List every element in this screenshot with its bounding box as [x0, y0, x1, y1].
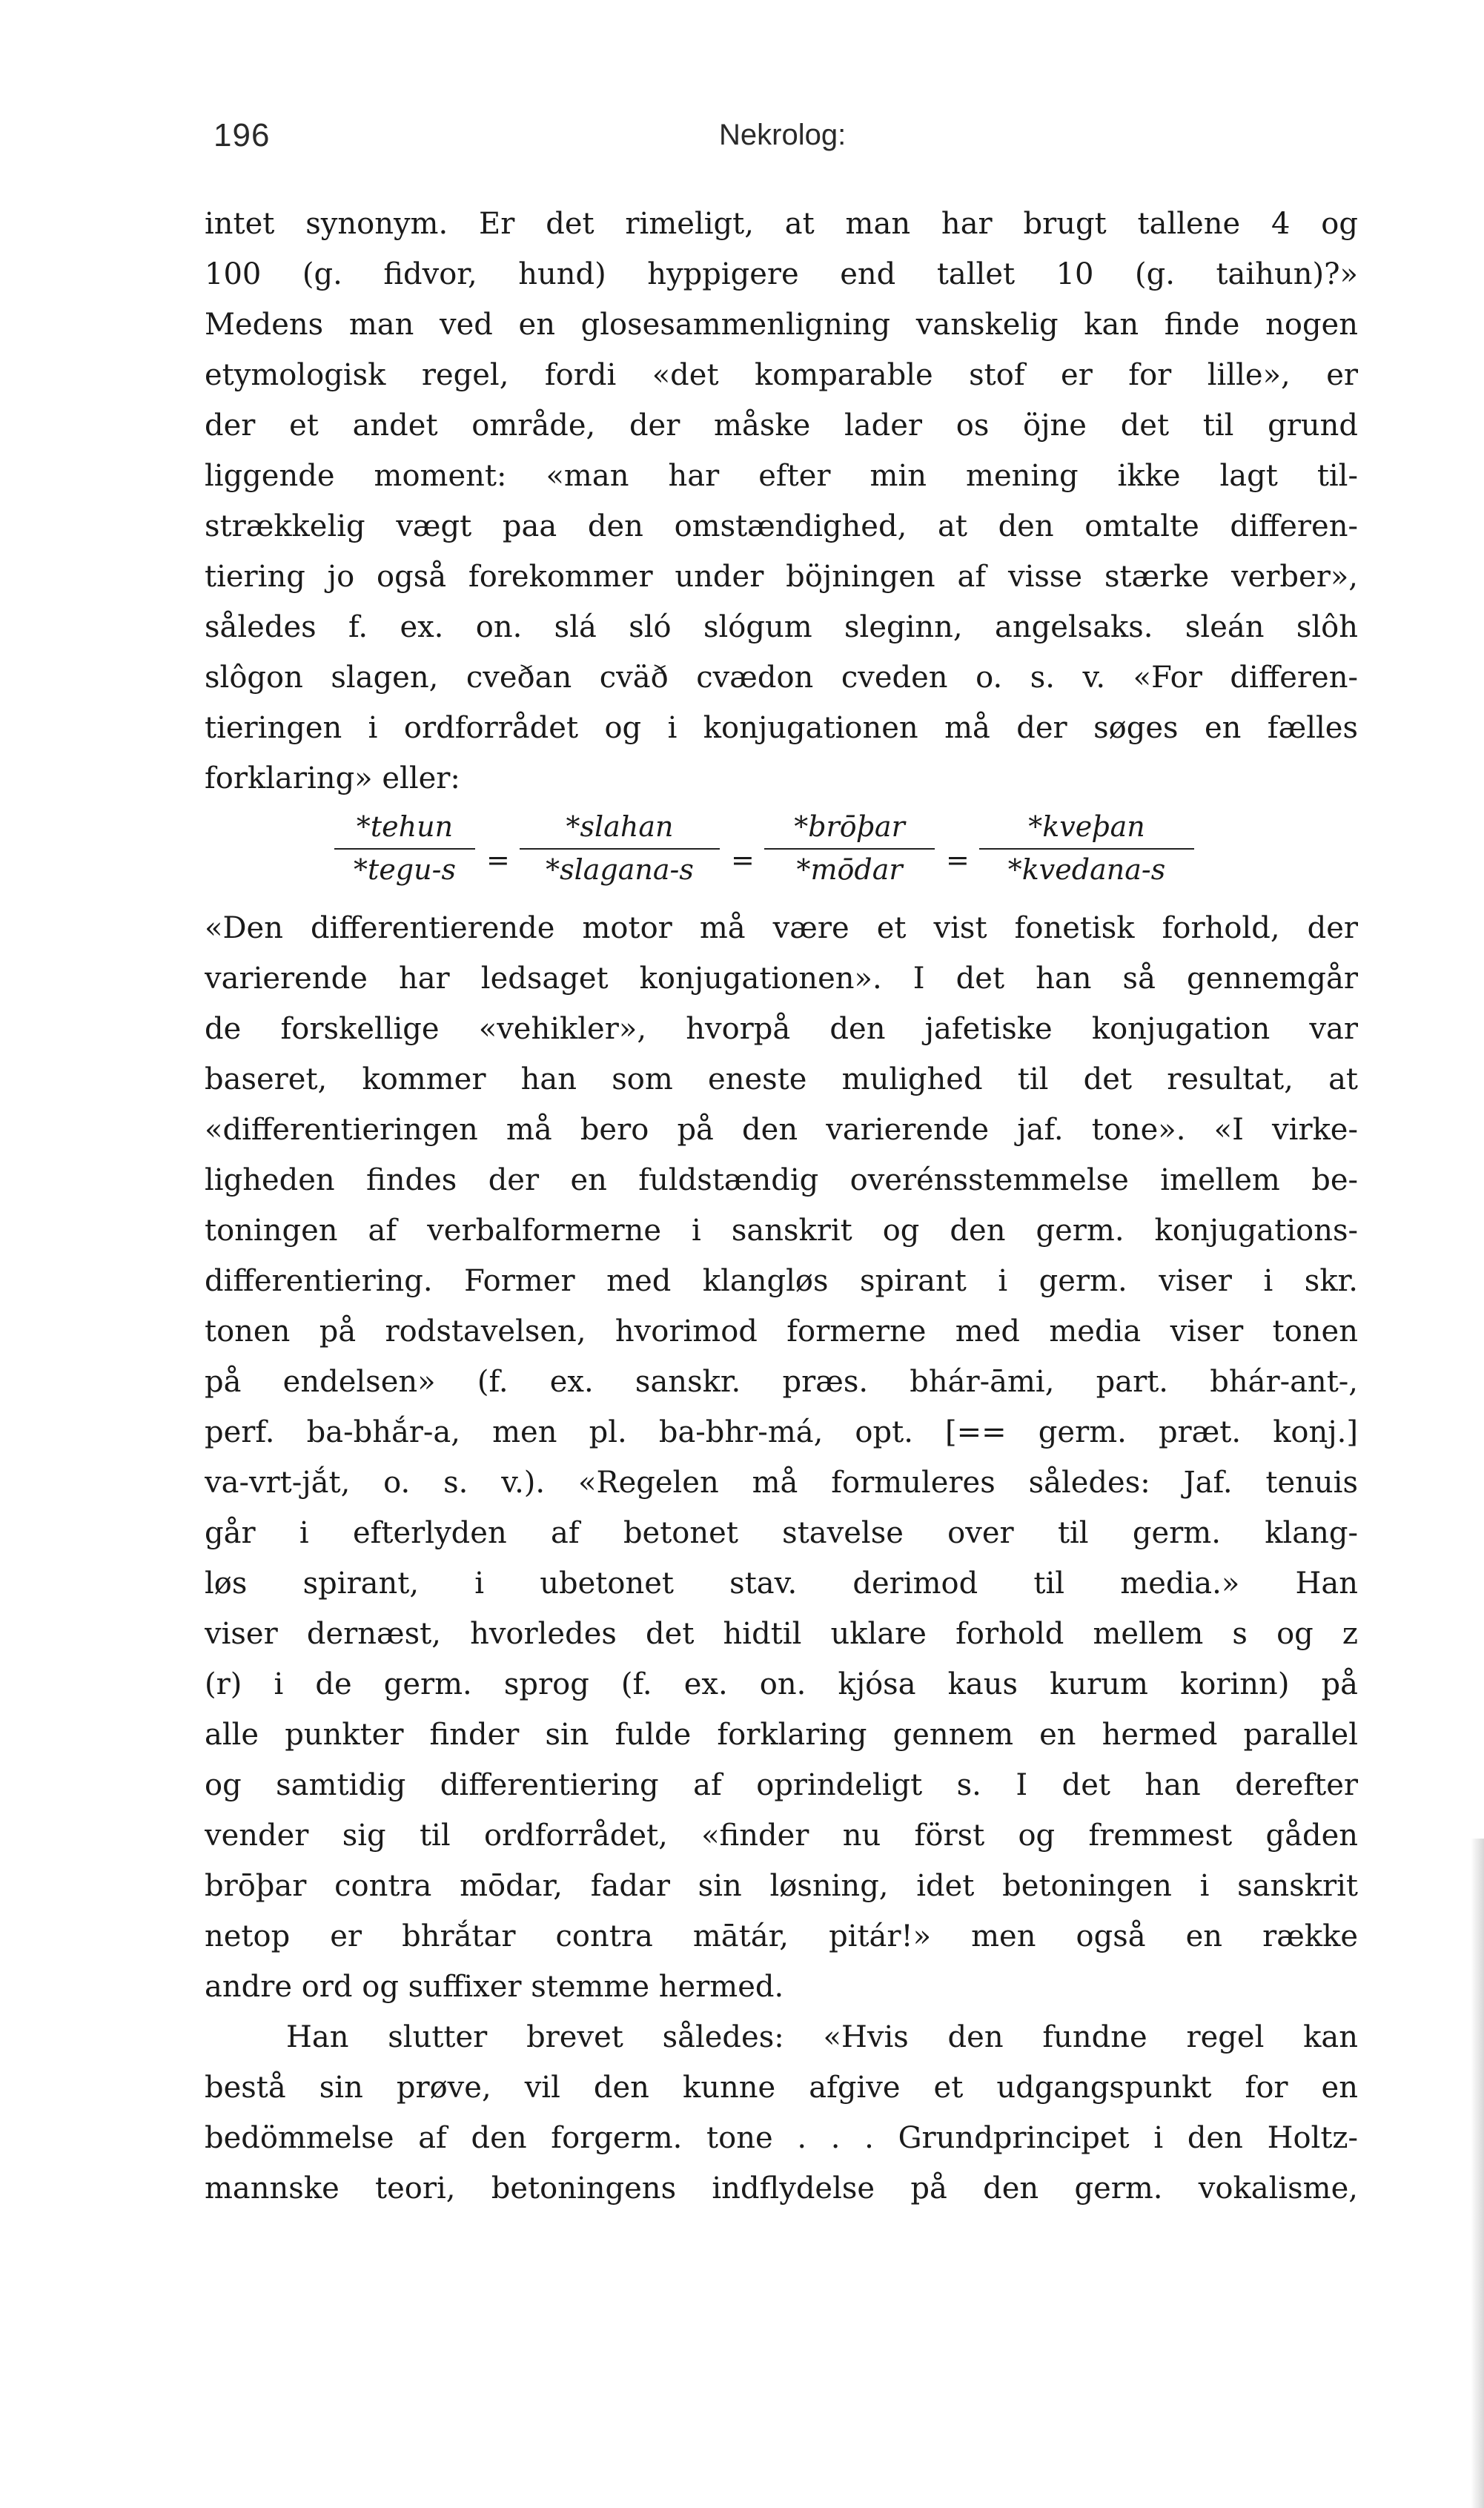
body-text — [205, 199, 1358, 2214]
page-number: 196 — [213, 117, 271, 153]
text-line: de forskellige «vehikler», hvorpå den jafetiske konjugation var — [205, 1012, 1358, 1046]
equals-sign: = — [946, 844, 970, 876]
fraction-numerator: *kveþan — [979, 810, 1194, 850]
fraction-3 — [764, 810, 935, 890]
text-line: vender sig til ordforrådet, «finder nu först og fremmest gåden — [205, 1819, 1358, 1853]
text-line: på endelsen» (f. ex. sanskr. præs. bhár-āmi, part. bhár-ant-, — [205, 1365, 1358, 1399]
text-line: Medens man ved en glosesammenligning vanskelig kan finde nogen — [205, 308, 1358, 342]
fraction-2 — [520, 810, 720, 890]
text-line: tiering jo også forekommer under böjningen af visse stærke verber», — [205, 560, 1358, 594]
text-line: 100 (g. fidvor, hund) hyppigere end tallet 10 (g. taihun)?» — [205, 257, 1358, 291]
text-line: bestå sin prøve, vil den kunne afgive et udgangspunkt for en — [205, 2071, 1358, 2105]
text-line: «differentieringen må bero på den varierende jaf. tone». «I virke- — [205, 1113, 1358, 1147]
text-line: perf. ba-bhắr-a, men pl. ba-bhr-má, opt. [== germ. præt. konj.] — [205, 1415, 1358, 1449]
text-line: går i efterlyden af betonet stavelse over til germ. klang- — [205, 1516, 1358, 1550]
fraction-numerator: *tehun — [334, 810, 475, 850]
text-line: differentiering. Former med klangløs spirant i germ. viser i skr. — [205, 1264, 1358, 1298]
equals-sign: = — [731, 844, 755, 876]
text-line: «Den differentierende motor må være et vist fonetisk forhold, der — [205, 911, 1358, 945]
running-title: Nekrolog: — [719, 119, 847, 151]
fraction-denominator: *mōdar — [796, 853, 903, 886]
text-line: liggende moment: «man har efter min mening ikke lagt til- — [205, 459, 1358, 493]
text-line: intet synonym. Er det rimeligt, at man har brugt tallene 4 og — [205, 207, 1358, 241]
text-line: der et andet område, der måske lader os öjne det til grund — [205, 408, 1358, 443]
fraction-denominator: *slagana-s — [546, 853, 694, 886]
text-line: alle punkter finder sin fulde forklaring gennem en hermed parallel — [205, 1718, 1358, 1752]
text-line: tieringen i ordforrådet og i konjugationen må der søges en fælles — [205, 711, 1358, 745]
text-line: toningen af verbalformerne i sanskrit og den germ. konjugations- — [205, 1214, 1358, 1248]
text-line: forklaring» eller: — [205, 761, 460, 795]
text-line: (r) i de germ. sprog (f. ex. on. kjósa kaus kurum korinn) på — [205, 1667, 1358, 1701]
fraction-numerator: *slahan — [520, 810, 720, 850]
text-line: og samtidig differentiering af oprindeligt s. I det han derefter — [205, 1768, 1358, 1802]
fraction-1 — [334, 810, 475, 890]
text-line: netop er bhrắtar contra mātár, pitár!» men også en række — [205, 1919, 1358, 1953]
text-line: varierende har ledsaget konjugationen». I det han så gennemgår — [205, 962, 1358, 996]
text-line: således f. ex. on. slá sló slógum sleginn, angelsaks. sleán slôh — [205, 610, 1358, 644]
text-line: viser dernæst, hvorledes det hidtil uklare forhold mellem s og z — [205, 1617, 1358, 1651]
text-line: etymologisk regel, fordi «det komparable stof er for lille», er — [205, 358, 1358, 392]
text-line: mannske teori, betoningens indflydelse på den germ. vokalisme, — [205, 2171, 1358, 2206]
fraction-4 — [979, 810, 1194, 890]
fraction-denominator: *kvedana-s — [1007, 853, 1166, 886]
text-line: ligheden findes der en fuldstændig overénsstemmelse imellem be- — [205, 1163, 1358, 1197]
text-line: slôgon slagen, cveðan cväð cvædon cveden o. s. v. «For differen- — [205, 661, 1358, 695]
page-edge-shadow — [1471, 1839, 1484, 2508]
text-line: bedömmelse af den forgerm. tone . . . Grundprincipet i den Holtz- — [205, 2121, 1358, 2155]
text-line: brōþar contra mōdar, fadar sin løsning, idet betoningen i sanskrit — [205, 1869, 1358, 1903]
text-line: baseret, kommer han som eneste mulighed til det resultat, at — [205, 1062, 1358, 1096]
text-line: tonen på rodstavelsen, hvorimod formerne med media viser tonen — [205, 1314, 1358, 1349]
fraction-denominator: *tegu-s — [354, 853, 456, 886]
equals-sign: = — [486, 844, 510, 876]
text-line: løs spirant, i ubetonet stav. derimod til media.» Han — [205, 1566, 1358, 1601]
text-line: strækkelig vægt paa den omstændighed, at den omtalte differen- — [205, 509, 1358, 543]
fraction-numerator: *brōþar — [764, 810, 935, 850]
text-line: andre ord og suffixer stemme hermed. — [205, 1970, 784, 2004]
text-line: va-vrt-jắt, o. s. v.). «Regelen må formuleres således: Jaf. tenuis — [205, 1466, 1358, 1500]
fraction-formula — [205, 810, 1358, 897]
text-line: Han slutter brevet således: «Hvis den fundne regel kan — [286, 2020, 1358, 2054]
